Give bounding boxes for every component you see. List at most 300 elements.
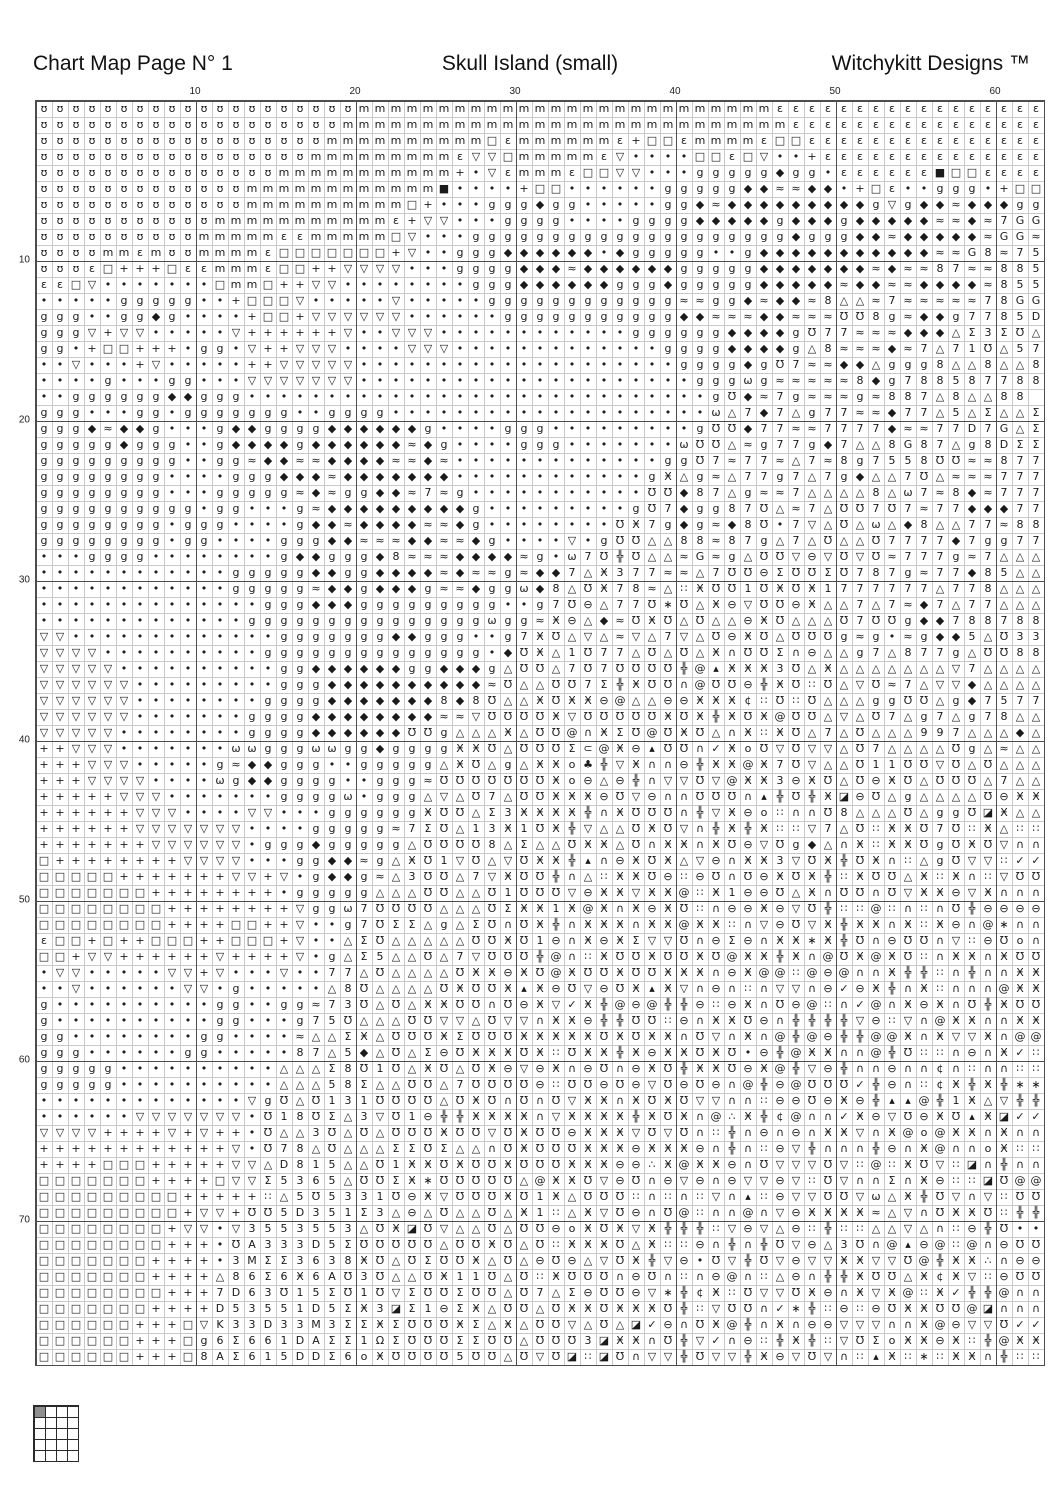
stitch-cell: + [183, 1206, 193, 1219]
stitch-cell: + [311, 262, 321, 275]
stitch-cell: 7 [888, 582, 896, 595]
stitch-cell: Ʊ [551, 678, 561, 691]
grid-row [36, 1157, 1044, 1173]
stitch-cell: g [152, 422, 160, 435]
stitch-cell: ɛ [1017, 166, 1023, 179]
stitch-cell: ʊ [56, 102, 64, 115]
stitch-cell: g [296, 790, 304, 803]
stitch-cell: Ӿ [616, 1302, 624, 1315]
stitch-cell: □ [86, 1302, 98, 1315]
stitch-cell: 7 [920, 390, 928, 403]
stitch-cell: • [504, 470, 512, 483]
stitch-cell: ⊖ [791, 1206, 801, 1219]
stitch-cell: g [40, 438, 48, 451]
stitch-cell: g [648, 214, 656, 227]
stitch-cell: 8 [984, 582, 992, 595]
grid-row [36, 1077, 1044, 1093]
stitch-cell: 7 [792, 518, 800, 531]
stitch-cell: ╬ [872, 1078, 880, 1091]
stitch-cell: g [104, 374, 112, 387]
stitch-cell: ∷ [728, 918, 736, 931]
stitch-cell: g [456, 246, 464, 259]
stitch-cell: + [199, 870, 209, 883]
stitch-cell: △ [663, 582, 673, 595]
stitch-cell: • [584, 438, 592, 451]
stitch-cell: g [552, 310, 560, 323]
stitch-cell: ∩ [1015, 1302, 1025, 1315]
stitch-cell: • [152, 598, 160, 611]
stitch-cell: □ [102, 902, 114, 915]
stitch-cell: ʊ [136, 134, 144, 147]
stitch-cell: Ʊ [375, 1174, 385, 1187]
stitch-cell: • [136, 566, 144, 579]
stitch-cell: • [168, 518, 176, 531]
stitch-cell: ɛ [569, 166, 575, 179]
stitch-cell: g [696, 470, 704, 483]
stitch-cell: + [151, 1334, 161, 1347]
stitch-cell: ɛ [841, 150, 847, 163]
stitch-cell: ʊ [40, 230, 48, 243]
stitch-cell: g [456, 486, 464, 499]
stitch-cell: • [424, 294, 432, 307]
stitch-cell: • [616, 502, 624, 515]
stitch-cell: + [87, 822, 97, 835]
stitch-cell: g [696, 358, 704, 371]
stitch-cell: Ʊ [967, 998, 977, 1011]
stitch-cell: ⊖ [791, 774, 801, 787]
stitch-cell: g [616, 278, 624, 291]
stitch-cell: ≈ [327, 470, 337, 483]
stitch-cell: ▽ [55, 1126, 65, 1139]
stitch-cell: ⊖ [855, 982, 865, 995]
stitch-cell: ✓ [1015, 854, 1025, 867]
stitch-cell: Ӿ [568, 1174, 576, 1187]
stitch-cell: g [136, 502, 144, 515]
stitch-cell: + [215, 1158, 225, 1171]
stitch-cell: ɛ [937, 118, 943, 131]
stitch-cell: g [344, 918, 352, 931]
stitch-cell: g [360, 630, 368, 643]
stitch-cell: • [728, 246, 736, 259]
stitch-cell: + [71, 758, 81, 771]
stitch-cell: ◆ [759, 246, 769, 259]
stitch-cell: ╬ [728, 1126, 736, 1139]
stitch-cell: 1 [456, 1270, 464, 1283]
stitch-cell: ╬ [840, 1062, 848, 1075]
stitch-cell: ≈ [439, 454, 449, 467]
stitch-cell: • [56, 982, 64, 995]
stitch-cell: + [183, 1302, 193, 1315]
stitch-cell: △ [791, 406, 801, 419]
stitch-cell: + [231, 1126, 241, 1139]
stitch-cell: △ [359, 1222, 369, 1235]
stitch-cell: • [408, 294, 416, 307]
stitch-cell: 7 [344, 966, 352, 979]
stitch-cell: ▽ [55, 630, 65, 643]
stitch-cell: + [39, 774, 49, 787]
stitch-cell: △ [327, 982, 337, 995]
stitch-cell: □ [134, 1206, 146, 1219]
stitch-cell: m [294, 166, 306, 179]
stitch-cell: • [232, 342, 240, 355]
stitch-cell: g [424, 758, 432, 771]
stitch-cell: Ӿ [808, 1046, 816, 1059]
stitch-cell: ∩ [791, 646, 801, 659]
stitch-cell: • [584, 342, 592, 355]
stitch-cell: Σ [456, 1286, 464, 1299]
stitch-cell: ∷ [712, 1126, 720, 1139]
stitch-cell: ◆ [327, 726, 337, 739]
stitch-cell: g [264, 406, 272, 419]
stitch-cell: △ [967, 406, 977, 419]
stitch-cell: Σ [472, 918, 480, 931]
stitch-cell: • [584, 390, 592, 403]
stitch-cell: • [488, 374, 496, 387]
stitch-cell: • [568, 502, 576, 515]
stitch-cell: ▽ [167, 838, 177, 851]
stitch-cell: ▽ [343, 374, 353, 387]
stitch-cell: + [263, 326, 273, 339]
stitch-cell: g [520, 294, 528, 307]
stitch-cell: ∷ [680, 870, 688, 883]
stitch-cell: • [264, 966, 272, 979]
stitch-cell: m [710, 102, 722, 115]
stitch-cell: • [632, 454, 640, 467]
stitch-cell: ʊ [56, 118, 64, 131]
stitch-cell: Ʊ [1015, 1190, 1025, 1203]
stitch-cell: ♣ [583, 758, 593, 771]
stitch-cell: △ [919, 742, 929, 755]
stitch-cell: Ӿ [952, 1014, 960, 1027]
stitch-cell: 8 [1000, 278, 1008, 291]
stitch-cell: ∩ [599, 806, 609, 819]
stitch-cell: ∩ [999, 1030, 1009, 1043]
stitch-cell: • [200, 470, 208, 483]
stitch-cell: • [536, 534, 544, 547]
stitch-cell: 1 [280, 1334, 288, 1347]
stitch-cell: △ [871, 438, 881, 451]
stitch-cell: ≈ [711, 550, 721, 563]
stitch-cell: Ӿ [568, 1110, 576, 1123]
stitch-cell: ∷ [840, 1222, 848, 1235]
stitch-cell: • [232, 534, 240, 547]
stitch-cell: • [88, 982, 96, 995]
stitch-cell: ◆ [535, 278, 545, 291]
stitch-cell: 8 [1032, 614, 1040, 627]
stitch-cell: Ʊ [343, 1286, 353, 1299]
stitch-cell: ⊖ [823, 1094, 833, 1107]
stitch-cell: Ʊ [919, 838, 929, 851]
stitch-cell: ≈ [823, 374, 833, 387]
stitch-cell: ∷ [824, 998, 832, 1011]
stitch-cell: Ʊ [999, 934, 1009, 947]
stitch-cell: ◆ [759, 262, 769, 275]
stitch-cell: Ӿ [536, 694, 544, 707]
stitch-cell: m [598, 118, 610, 131]
stitch-cell: g [872, 630, 880, 643]
stitch-cell: Ӿ [552, 1030, 560, 1043]
stitch-cell: • [168, 278, 176, 291]
stitch-cell: Ӿ [472, 1110, 480, 1123]
stitch-cell: • [168, 758, 176, 771]
stitch-cell: □ [310, 246, 322, 259]
stitch-cell: ✓ [1015, 1110, 1025, 1123]
stitch-cell: Σ [984, 406, 992, 419]
stitch-cell: + [231, 950, 241, 963]
stitch-cell: g [392, 614, 400, 627]
grid-row [36, 1269, 1044, 1285]
stitch-cell: • [248, 534, 256, 547]
stitch-cell: + [71, 806, 81, 819]
stitch-cell: ▽ [791, 1238, 801, 1251]
stitch-cell: • [312, 982, 320, 995]
stitch-cell: @ [790, 1078, 802, 1091]
stitch-cell: ▽ [807, 822, 817, 835]
stitch-cell: 5 [344, 1046, 352, 1059]
stitch-cell: ɛ [921, 166, 927, 179]
stitch-cell: ▽ [807, 1158, 817, 1171]
stitch-cell: g [136, 310, 144, 323]
stitch-cell: ◆ [791, 262, 801, 275]
stitch-cell: ◆ [359, 454, 369, 467]
stitch-cell: ʊ [120, 182, 128, 195]
stitch-cell: ω [567, 550, 577, 563]
stitch-cell: ▽ [87, 758, 97, 771]
stitch-cell: □ [54, 1190, 66, 1203]
stitch-cell: □ [102, 1334, 114, 1347]
stitch-cell: g [360, 406, 368, 419]
stitch-cell: Ӿ [1032, 1334, 1040, 1347]
stitch-cell: ▴ [521, 982, 527, 995]
stitch-cell: @ [998, 1286, 1010, 1299]
stitch-cell: ▽ [199, 1318, 209, 1331]
stitch-cell: △ [391, 886, 401, 899]
stitch-cell: ◆ [327, 438, 337, 451]
stitch-cell: • [104, 406, 112, 419]
stitch-cell: g [328, 550, 336, 563]
stitch-cell: g [40, 1046, 48, 1059]
stitch-cell: ✓ [839, 982, 849, 995]
stitch-cell: Ʊ [487, 918, 497, 931]
stitch-cell: 5 [1000, 694, 1008, 707]
stitch-cell: Ӿ [920, 1334, 928, 1347]
stitch-cell: 7 [808, 502, 816, 515]
stitch-cell: ∗ [791, 1302, 801, 1315]
stitch-cell: ▽ [455, 1014, 465, 1027]
stitch-cell: ▽ [759, 1286, 769, 1299]
stitch-cell: ◆ [343, 598, 353, 611]
stitch-cell: + [199, 918, 209, 931]
stitch-cell: Ʊ [855, 502, 865, 515]
stitch-cell: Ӿ [968, 838, 976, 851]
stitch-cell: ɛ [889, 166, 895, 179]
stitch-cell: 1 [968, 342, 976, 355]
stitch-cell: 1 [376, 1190, 384, 1203]
stitch-cell: Ʊ [567, 1046, 577, 1059]
stitch-cell: g [376, 614, 384, 627]
stitch-cell: Ʊ [503, 774, 513, 787]
stitch-cell: ▽ [791, 1174, 801, 1187]
stitch-cell: ◆ [839, 262, 849, 275]
stitch-cell: ∷ [536, 1270, 544, 1283]
stitch-cell: g [584, 310, 592, 323]
stitch-cell: • [472, 310, 480, 323]
stitch-cell: g [504, 294, 512, 307]
stitch-cell: △ [439, 1078, 449, 1091]
stitch-cell: g [232, 502, 240, 515]
stitch-cell: ʊ [168, 198, 176, 211]
stitch-cell: ▽ [855, 1190, 865, 1203]
stitch-cell: 8 [296, 1110, 304, 1123]
stitch-cell: • [472, 438, 480, 451]
stitch-cell: Ӿ [584, 790, 592, 803]
stitch-cell: Ʊ [1031, 1238, 1041, 1251]
stitch-cell: • [120, 614, 128, 627]
stitch-cell: ɛ [953, 150, 959, 163]
stitch-cell: △ [887, 806, 897, 819]
stitch-cell: Ӿ [456, 1158, 464, 1171]
stitch-cell: • [104, 630, 112, 643]
stitch-cell: + [39, 758, 49, 771]
stitch-cell: g [648, 326, 656, 339]
stitch-cell: g [424, 598, 432, 611]
stitch-cell: □ [166, 934, 178, 947]
stitch-cell: Ӿ [632, 678, 640, 691]
stitch-cell: • [232, 598, 240, 611]
stitch-cell: Ӿ [1032, 982, 1040, 995]
stitch-cell: Ӿ [1016, 790, 1024, 803]
stitch-cell: + [215, 918, 225, 931]
stitch-cell: 7 [824, 470, 832, 483]
stitch-cell: g [40, 1014, 48, 1027]
stitch-cell: Ʊ [1015, 950, 1025, 963]
stitch-cell: △ [807, 662, 817, 675]
stitch-cell: ▽ [599, 1254, 609, 1267]
stitch-cell: ʊ [72, 118, 80, 131]
stitch-cell: □ [182, 934, 194, 947]
stitch-cell: ◆ [263, 758, 273, 771]
stitch-cell: ɛ [889, 134, 895, 147]
stitch-cell: g [168, 310, 176, 323]
stitch-cell: Ӿ [488, 1238, 496, 1251]
stitch-cell: ◆ [887, 262, 897, 275]
stitch-cell: • [600, 390, 608, 403]
stitch-cell: ◆ [807, 246, 817, 259]
stitch-cell: △ [839, 774, 849, 787]
stitch-cell: 7 [936, 534, 944, 547]
stitch-cell: 8 [872, 310, 880, 323]
stitch-cell: Ʊ [1031, 950, 1041, 963]
stitch-cell: ʊ [152, 182, 160, 195]
stitch-cell: g [280, 614, 288, 627]
stitch-cell: ʊ [264, 166, 272, 179]
stitch-cell: ⊖ [711, 982, 721, 995]
stitch-cell: ɛ [985, 102, 991, 115]
stitch-cell: Ʊ [775, 1238, 785, 1251]
stitch-cell: g [280, 710, 288, 723]
stitch-cell: Ʊ [839, 614, 849, 627]
stitch-cell: m [406, 150, 418, 163]
stitch-cell: □ [118, 1318, 130, 1331]
stitch-cell: • [184, 342, 192, 355]
stitch-cell: □ [102, 262, 114, 275]
stitch-cell: g [280, 598, 288, 611]
stitch-cell: ◆ [119, 422, 129, 435]
stitch-cell: ╬ [696, 758, 704, 771]
stitch-cell: Ӿ [792, 934, 800, 947]
stitch-cell: + [167, 1238, 177, 1251]
stitch-cell: ▽ [87, 742, 97, 755]
stitch-cell: □ [262, 278, 274, 291]
stitch-cell: Ӿ [712, 598, 720, 611]
stitch-cell: Ʊ [487, 886, 497, 899]
stitch-cell: • [72, 998, 80, 1011]
stitch-cell: m [726, 118, 738, 131]
stitch-cell: △ [1015, 582, 1025, 595]
stitch-cell: ◆ [375, 422, 385, 435]
stitch-cell: ▽ [407, 342, 417, 355]
stitch-cell: • [152, 662, 160, 675]
stitch-cell: ≈ [839, 374, 849, 387]
grid-row [36, 821, 1044, 837]
stitch-cell: ◆ [471, 678, 481, 691]
stitch-cell: Ʊ [679, 902, 689, 915]
stitch-cell: 1 [360, 1286, 368, 1299]
stitch-cell: • [136, 966, 144, 979]
stitch-cell: ∩ [1031, 838, 1041, 851]
stitch-cell: Ʊ [503, 998, 513, 1011]
stitch-cell: g [280, 630, 288, 643]
stitch-cell: ∷ [664, 1014, 672, 1027]
stitch-cell: 1 [344, 1206, 352, 1219]
stitch-cell: • [360, 294, 368, 307]
stitch-cell: + [167, 1158, 177, 1171]
stitch-cell: ∷ [936, 870, 944, 883]
stitch-cell: m [774, 118, 786, 131]
stitch-cell: @ [614, 998, 626, 1011]
grid-row [36, 1349, 1044, 1365]
stitch-cell: Ӿ [584, 1222, 592, 1235]
stitch-cell: g [264, 694, 272, 707]
stitch-cell: □ [118, 918, 130, 931]
stitch-cell: ≈ [871, 294, 881, 307]
stitch-cell: 7 [792, 486, 800, 499]
stitch-cell: Ʊ [375, 1158, 385, 1171]
stitch-cell: ≈ [1031, 230, 1041, 243]
grid-row [36, 1125, 1044, 1141]
stitch-cell: △ [919, 806, 929, 819]
stitch-cell: g [72, 470, 80, 483]
stitch-cell: g [968, 182, 976, 195]
stitch-cell: g [344, 630, 352, 643]
stitch-cell: m [566, 102, 578, 115]
stitch-cell: ◆ [695, 310, 705, 323]
stitch-cell: ▽ [807, 1062, 817, 1075]
stitch-cell: ▽ [311, 278, 321, 291]
stitch-cell: Ʊ [455, 1174, 465, 1187]
stitch-cell: ▽ [103, 662, 113, 675]
stitch-cell: • [360, 358, 368, 371]
stitch-cell: ≈ [311, 502, 321, 515]
stitch-cell: ▽ [999, 838, 1009, 851]
stitch-cell: g [152, 534, 160, 547]
stitch-cell: Ӿ [904, 918, 912, 931]
stitch-cell: Ʊ [519, 1094, 529, 1107]
stitch-cell: Ӿ [952, 870, 960, 883]
stitch-cell: m [390, 102, 402, 115]
stitch-cell: ▽ [231, 1142, 241, 1155]
stitch-cell: ∩ [871, 1126, 881, 1139]
